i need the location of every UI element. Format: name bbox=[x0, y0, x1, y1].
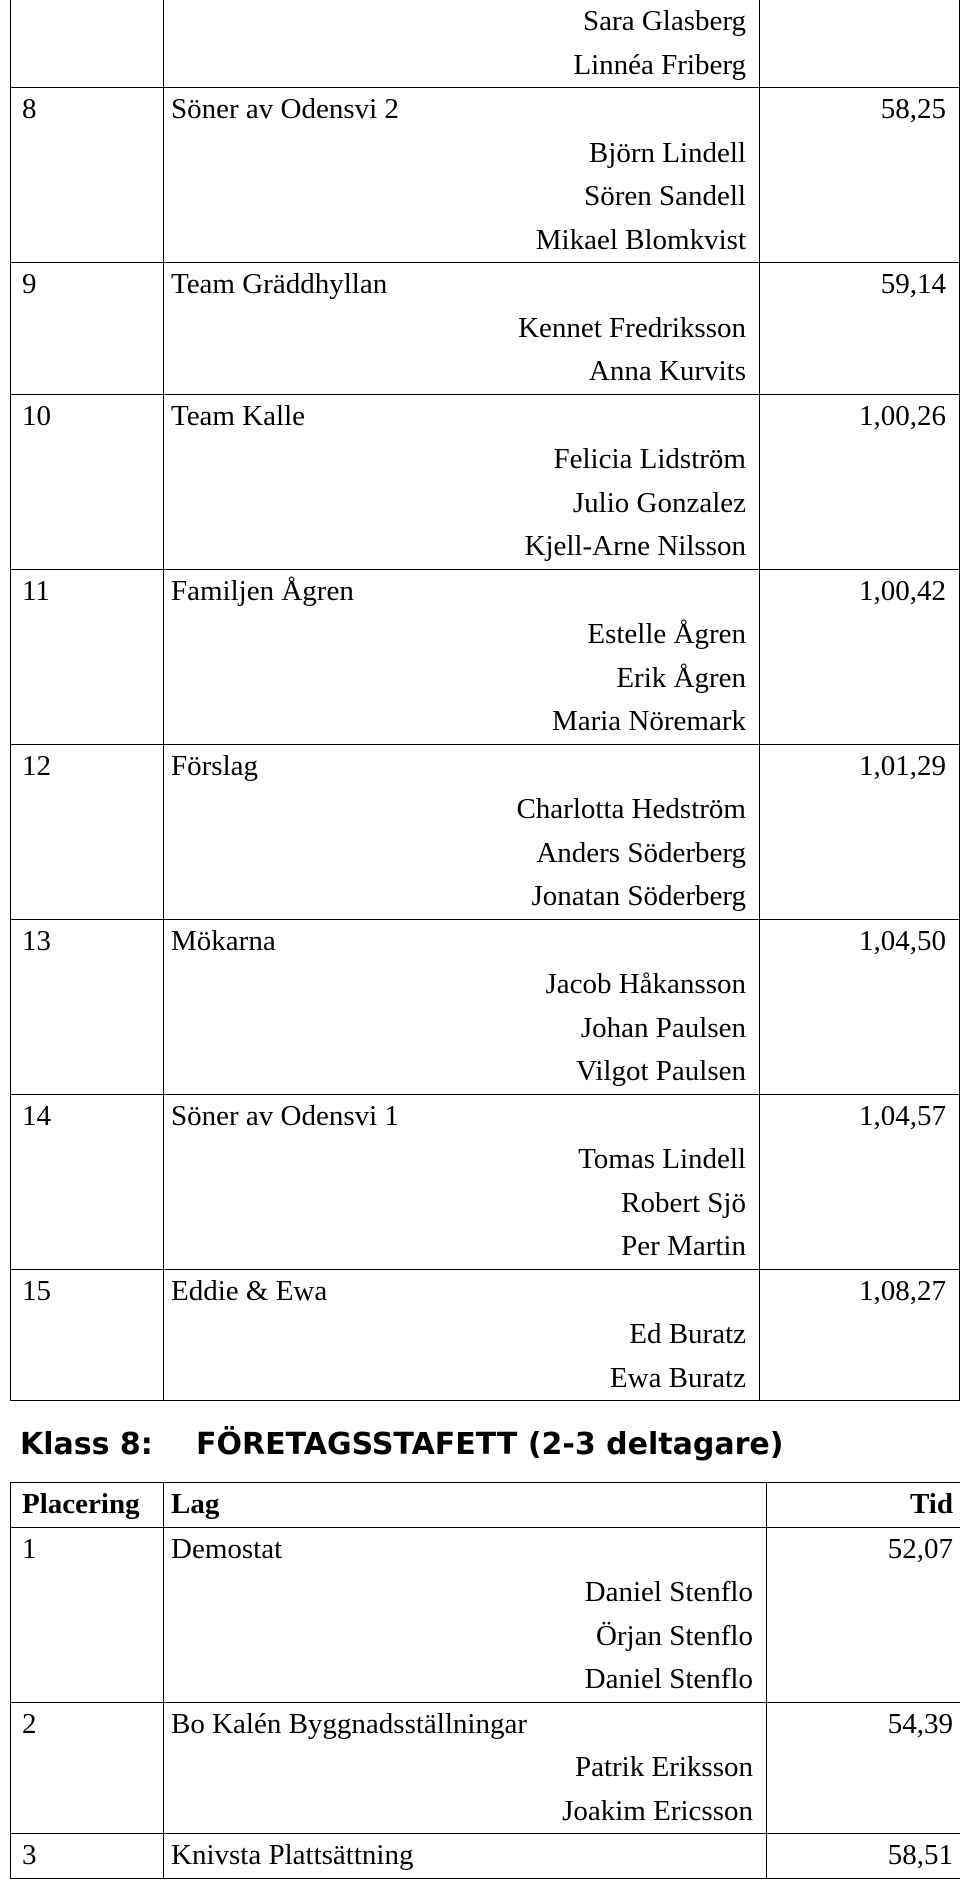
member-name: Charlotta Hedström bbox=[516, 793, 746, 825]
tid-cell: 1,00,42 bbox=[760, 569, 960, 744]
placering-cell: 11 bbox=[11, 569, 164, 744]
tid-cell: 1,00,26 bbox=[760, 394, 960, 569]
member-name: Estelle Ågren bbox=[587, 618, 746, 650]
placering-cell: 10 bbox=[11, 394, 164, 569]
member-name: Kjell-Arne Nilsson bbox=[524, 530, 746, 562]
class-title: FÖRETAGSSTAFETT (2-3 deltagare) bbox=[196, 1427, 784, 1462]
tid-cell: 1,04,57 bbox=[760, 1094, 960, 1269]
member-name: Kennet Fredriksson bbox=[518, 311, 746, 344]
member-name: Sören Sandell bbox=[584, 180, 746, 212]
member-name: Linnéa Friberg bbox=[573, 48, 746, 81]
member-name: Julio Gonzalez bbox=[572, 486, 746, 519]
team-name: Team Kalle bbox=[171, 399, 306, 432]
placering-cell: 3 bbox=[11, 1834, 164, 1879]
team-name: Knivsta Plattsättning bbox=[171, 1839, 414, 1871]
lag-cell bbox=[164, 1702, 767, 1834]
results-table-continued bbox=[10, 0, 960, 1401]
result-row bbox=[11, 1269, 960, 1401]
placering-cell: 13 bbox=[11, 919, 164, 1094]
lag-cell bbox=[164, 0, 760, 88]
member-name: Patrik Eriksson bbox=[574, 1751, 753, 1783]
placering-cell: 12 bbox=[11, 744, 164, 919]
member-name: Felicia Lidström bbox=[553, 443, 746, 475]
member-name: Vilgot Paulsen bbox=[576, 1055, 746, 1087]
result-row-continued bbox=[11, 0, 960, 88]
result-row bbox=[11, 263, 960, 395]
result-row bbox=[11, 88, 960, 263]
placering-cell: 1 bbox=[11, 1527, 164, 1702]
tid-cell: 1,04,50 bbox=[760, 919, 960, 1094]
result-row bbox=[11, 1527, 960, 1702]
team-name: Familjen Ågren bbox=[171, 574, 354, 607]
placering-cell: 14 bbox=[11, 1094, 164, 1269]
member-name: Johan Paulsen bbox=[580, 1011, 746, 1044]
member-name: Örjan Stenflo bbox=[595, 1619, 753, 1652]
class-heading bbox=[20, 1420, 783, 1470]
team-name: Team Gräddhyllan bbox=[171, 268, 388, 300]
result-row bbox=[11, 1702, 960, 1834]
class-label: Klass 8: bbox=[20, 1427, 153, 1462]
member-name: Björn Lindell bbox=[588, 136, 746, 169]
placering-cell: 2 bbox=[11, 1702, 164, 1834]
tid-cell: 52,07 bbox=[767, 1527, 960, 1702]
member-name: Maria Nöremark bbox=[551, 705, 746, 737]
header-placering: Placering bbox=[11, 1483, 164, 1528]
member-name: Tomas Lindell bbox=[578, 1143, 746, 1175]
tid-cell: 58,51 bbox=[767, 1834, 960, 1879]
member-name: Ewa Buratz bbox=[609, 1361, 746, 1394]
member-name: Joakim Ericsson bbox=[562, 1794, 753, 1827]
member-name: Daniel Stenflo bbox=[584, 1663, 753, 1695]
lag-cell bbox=[164, 569, 760, 744]
team-name: Mökarna bbox=[171, 924, 276, 957]
result-row bbox=[11, 569, 960, 744]
lag-cell bbox=[164, 1094, 760, 1269]
tid-cell: 54,39 bbox=[767, 1702, 960, 1834]
member-name: Daniel Stenflo bbox=[584, 1576, 753, 1608]
member-name: Per Martin bbox=[621, 1230, 746, 1262]
lag-cell bbox=[164, 1834, 767, 1879]
member-name: Anders Söderberg bbox=[536, 836, 746, 869]
tid-cell: 59,14 bbox=[760, 263, 960, 395]
team-name: Bo Kalén Byggnadsställningar bbox=[171, 1707, 528, 1740]
result-row bbox=[11, 1834, 960, 1879]
tid-cell bbox=[760, 0, 960, 88]
member-name: Sara Glasberg bbox=[583, 5, 746, 37]
tid-cell: 1,01,29 bbox=[760, 744, 960, 919]
header-lag: Lag bbox=[164, 1483, 767, 1528]
team-name: Demostat bbox=[171, 1532, 283, 1565]
member-name: Ed Buratz bbox=[629, 1318, 746, 1350]
member-name: Jonatan Söderberg bbox=[531, 880, 746, 912]
tid-cell: 58,25 bbox=[760, 88, 960, 263]
lag-cell bbox=[164, 394, 760, 569]
lag-cell bbox=[164, 263, 760, 395]
lag-cell bbox=[164, 744, 760, 919]
team-name: Söner av Odensvi 2 bbox=[171, 93, 399, 125]
header-row bbox=[11, 1483, 960, 1528]
member-name: Mikael Blomkvist bbox=[535, 223, 746, 256]
member-name: Erik Ågren bbox=[616, 661, 746, 694]
member-name: Anna Kurvits bbox=[588, 355, 746, 387]
team-name: Eddie & Ewa bbox=[171, 1274, 328, 1307]
team-name: Söner av Odensvi 1 bbox=[171, 1099, 399, 1132]
lag-cell bbox=[164, 88, 760, 263]
lag-cell bbox=[164, 1527, 767, 1702]
placering-cell bbox=[11, 0, 164, 88]
placering-cell: 15 bbox=[11, 1269, 164, 1401]
team-name: Förslag bbox=[171, 749, 258, 782]
result-row bbox=[11, 919, 960, 1094]
header-tid: Tid bbox=[767, 1483, 960, 1528]
placering-cell: 8 bbox=[11, 88, 164, 263]
lag-cell bbox=[164, 1269, 760, 1401]
placering-cell: 9 bbox=[11, 263, 164, 395]
results-table-class-8 bbox=[10, 1482, 960, 1879]
result-row bbox=[11, 1094, 960, 1269]
member-name: Jacob Håkansson bbox=[545, 968, 746, 1000]
result-row bbox=[11, 744, 960, 919]
lag-cell bbox=[164, 919, 760, 1094]
member-name: Robert Sjö bbox=[621, 1186, 746, 1219]
result-row bbox=[11, 394, 960, 569]
tid-cell: 1,08,27 bbox=[760, 1269, 960, 1401]
